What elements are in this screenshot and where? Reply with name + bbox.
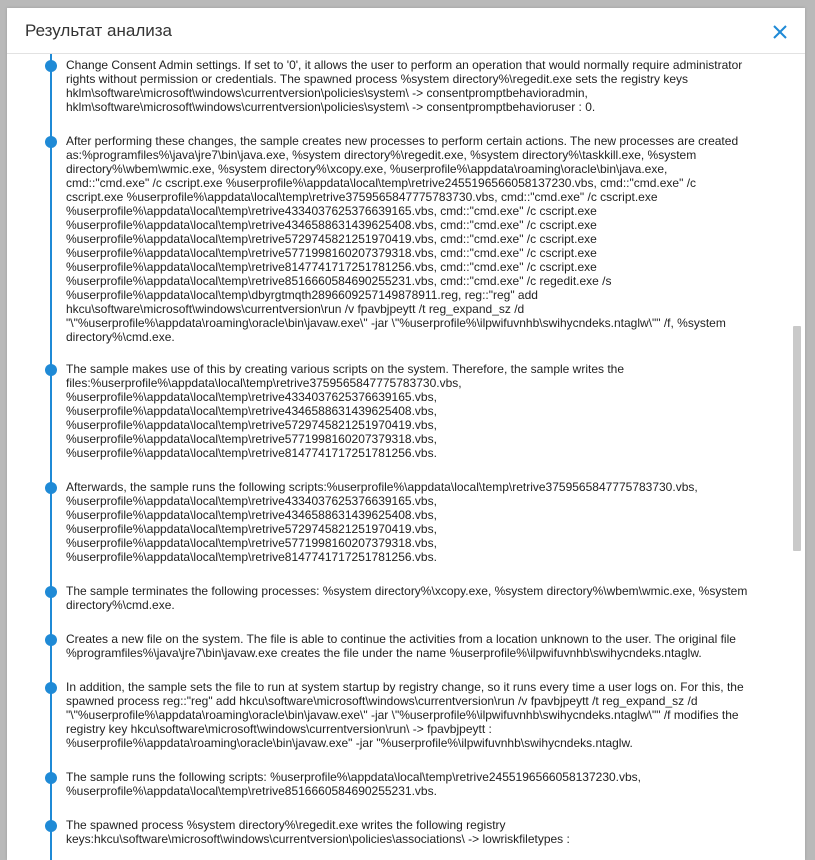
timeline-event	[7, 632, 791, 660]
event-text: The spawned process %system directory%\regedit.exe writes the following registry keys:hkcu\software\microsoft\windows\currentversion\policies\associations\ -> lowriskfiletypes :	[66, 818, 570, 846]
analysis-result-modal	[7, 8, 805, 860]
timeline-dot-icon	[45, 772, 57, 784]
event-text: In addition, the sample sets the file to run at system startup by registry change, so it runs every time a user logs on. For this, the spawned process reg::"reg" add hkcu\software\microsoft\windows\currentversion\run /v fpavbjpeytt /t reg_expand_sz /d "\"%userprofile%\appdata\roaming\oracle\bin\javaw.exe\" -jar \"%userprofile%\ilpwifuvnhb\swihycndeks.ntaglw\"" /f modifies the registry key hkcu\software\microsoft\windows\currentversion\run\ -> fpavbjpeytt : %userprofile%\appdata\roaming\oracle\bin\javaw.exe" -jar "%userprofile%\ilpwifuvnhb\swihycndeks.ntaglw.	[66, 680, 744, 750]
timeline-dot-icon	[45, 482, 57, 494]
timeline-event	[7, 134, 791, 344]
event-text: Change Consent Admin settings. If set to '0', it allows the user to perform an operation that would normally require administrator rights without permission or credentials. The spawned process %system directory%\regedit.exe sets the registry keys hklm\software\microsoft\windows\currentversion\policies\system\ -> consentpromptbehavioradmin, hklm\software\microsoft\windows\currentversion\policies\system\ -> consentpromptbehavioruser : 0.	[66, 58, 743, 114]
timeline-event	[7, 480, 791, 564]
event-text: The sample terminates the following processes: %system directory%\xcopy.exe, %system directory%\wbem\wmic.exe, %system directory%\cmd.exe.	[66, 584, 748, 612]
close-button[interactable]	[769, 21, 791, 43]
timeline-event	[7, 818, 791, 846]
timeline-event	[7, 584, 791, 612]
event-text: Creates a new file on the system. The file is able to continue the activities from a location unknown to the user. The original file %programfiles%\java\jre7\bin\javaw.exe creates the file under the name %userprofile%\ilpwifuvnhb\swihycndeks.ntaglw.	[66, 632, 736, 660]
scrollbar-thumb[interactable]	[793, 326, 801, 551]
modal-body[interactable]	[7, 54, 791, 860]
timeline-dot-icon	[45, 60, 57, 72]
timeline-dot-icon	[45, 820, 57, 832]
event-text: The sample runs the following scripts: %userprofile%\appdata\local\temp\retrive2455196566058137230.vbs, %userprofile%\appdata\local\temp\retrive8516660584690255231.vbs.	[66, 770, 642, 798]
close-icon	[769, 21, 791, 43]
timeline-dot-icon	[45, 364, 57, 376]
modal-header	[7, 8, 805, 54]
timeline-event	[7, 362, 791, 460]
timeline-dot-icon	[45, 586, 57, 598]
event-text: The sample makes use of this by creating various scripts on the system. Therefore, the sample writes the files:%userprofile%\appdata\local\temp\retrive3759565847775783730.vbs, %userprofile%\appdata\local\temp\retrive4334037625376639165.vbs, %userprofile%\appdata\local\temp\retrive4346588631439625408.vbs, %userprofile%\appdata\local\temp\retrive5729745821251970419.vbs, %userprofile%\appdata\local\temp\retrive5771998160207379318.vbs, %userprofile%\appdata\local\temp\retrive8147741717251781256.vbs.	[66, 362, 625, 460]
timeline-event	[7, 58, 791, 114]
event-text: After performing these changes, the sample creates new processes to perform certain actions. The new processes are created as:%programfiles%\java\jre7\bin\java.exe, %system directory%\regedit.exe, %system directory%\taskkill.exe, %system directory%\wbem\wmic.exe, %system directory%\xcopy.exe, %userprofile%\appdata\roaming\oracle\bin\java.exe, cmd::"cmd.exe" /c cscript.exe %userprofile%\appdata\local\temp\retrive2455196566058137230.vbs, cmd::"cmd.exe" /c cscript.exe %userprofile%\appdata\local\temp\retrive3759565847775783730.vbs, cmd::"cmd.exe" /c cscript.exe %userprofile%\appdata\local\temp\retrive4334037625376639165.vbs, cmd::"cmd.exe" /c cscript.exe %userprofile%\appdata\local\temp\retrive4346588631439625408.vbs, cmd::"cmd.exe" /c cscript.exe %userprofile%\appdata\local\temp\retrive5729745821251970419.vbs, cmd::"cmd.exe" /c cscript.exe %userprofile%\appdata\local\temp\retrive5771998160207379318.vbs, cmd::"cmd.exe" /c cscript.exe %userprofile%\appdata\local\temp\retrive8147741717251781256.vbs, cmd::"cmd.exe" /c cscript.exe %userprofile%\appdata\local\temp\retrive8516660584690255231.vbs, cmd::"cmd.exe" /c regedit.exe /s %userprofile%\appdata\local\temp\dbyrgtmqth2896609257149878911.reg, reg::"reg" add hkcu\software\microsoft\windows\currentversion\run /v fpavbjpeytt /t reg_expand_sz /d "\"%userprofile%\appdata\roaming\oracle\bin\javaw.exe\" -jar \"%userprofile%\ilpwifuvnhb\swihycndeks.ntaglw\"" /f, %system directory%\cmd.exe.	[66, 134, 739, 344]
timeline-event	[7, 680, 791, 750]
timeline-dot-icon	[45, 136, 57, 148]
modal-title: Результат анализа	[25, 21, 172, 40]
timeline-dot-icon	[45, 634, 57, 646]
scrollbar[interactable]	[793, 54, 801, 860]
timeline-event	[7, 770, 791, 798]
event-timeline	[7, 58, 791, 846]
event-text: Afterwards, the sample runs the following scripts:%userprofile%\appdata\local\temp\retrive3759565847775783730.vbs, %userprofile%\appdata\local\temp\retrive4334037625376639165.vbs, %userprofile%\appdata\local\temp\retrive4346588631439625408.vbs, %userprofile%\appdata\local\temp\retrive5729745821251970419.vbs, %userprofile%\appdata\local\temp\retrive5771998160207379318.vbs, %userprofile%\appdata\local\temp\retrive8147741717251781256.vbs.	[66, 480, 698, 564]
timeline-dot-icon	[45, 682, 57, 694]
